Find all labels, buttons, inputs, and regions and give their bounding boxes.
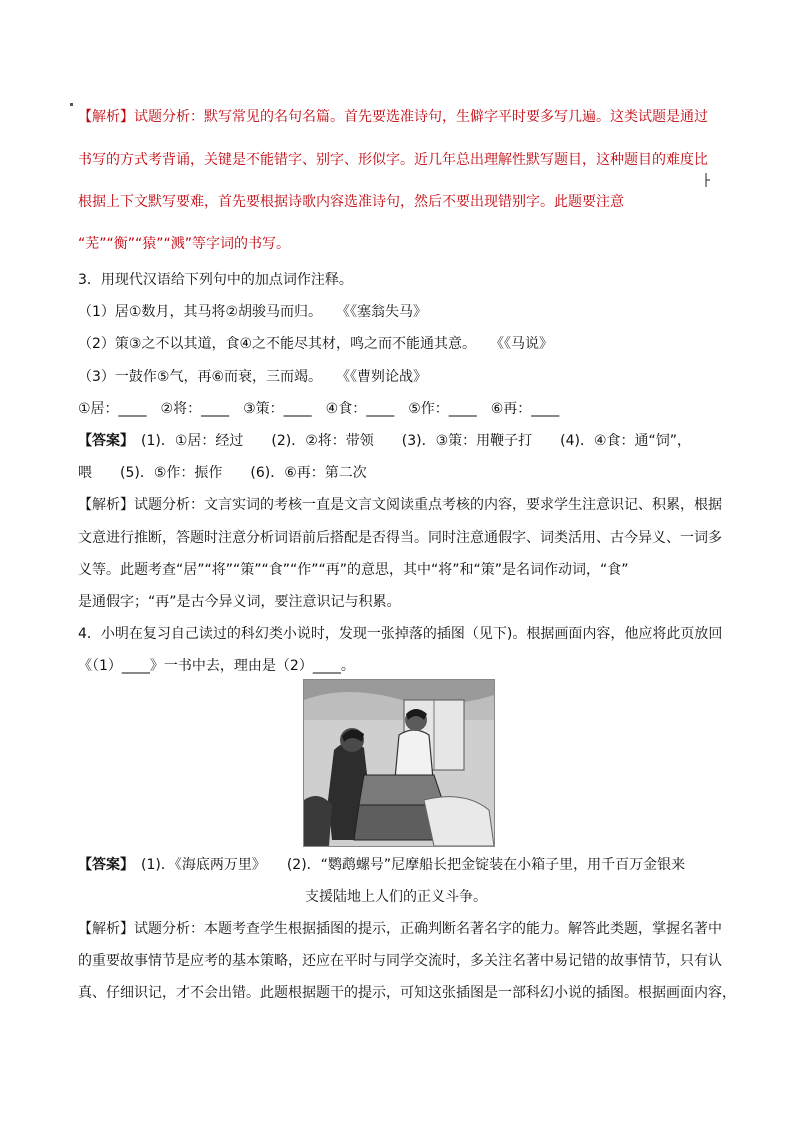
question-4-answer-cont: 支援陆地上人们的正义斗争。 [305, 889, 487, 905]
question-4-analysis-2: 的重要故事情节是应考的基本策略，还应在平时与同学交流时，多关注名著中易记错的故事情节，只有认 [78, 953, 722, 969]
analysis-2-line-3: 根据上下文默写要难，首先要根据诗歌内容选准诗句，然后不要出现错别字。此题要注意 [78, 194, 624, 210]
answer-label: 【答案】 [78, 433, 127, 449]
illustration-image [303, 679, 495, 847]
question-3-answer [78, 431, 718, 451]
question-4-answer [78, 855, 718, 875]
answer-text: (1)．《海底两万里》 (2)．“鹦鹉螺号”尼摩船长把金锭装在小箱子里，用千百万金银来 [127, 857, 686, 873]
stray-mark [70, 103, 73, 106]
question-4-stem-1: 4．小明在复习自己读过的科幻类小说时，发现一张掉落的插图（见下)。根据画面内容，他应将此页放回 [78, 626, 723, 642]
answer-text: (1)．①居：经过 (2)．②将：带领 (3)．③策：用鞭子打 (4)．④食：通“饲”， [127, 433, 692, 449]
analysis-2-line-1: 【解析】试题分析：默写常见的名句名篇。首先要选准诗句，生僻字平时要多写几遍。这类试题是通过 [78, 109, 708, 125]
question-4-analysis-3: 真、仔细识记，才不会出错。此题根据题干的提示，可知这张插图是一部科幻小说的插图。根据画面内容， [78, 985, 736, 1001]
analysis-2-line-2: 书写的方式考背诵，关键是不能错字、别字、形似字。近几年总出理解性默写题目，这种题目的难度比 [78, 152, 708, 168]
question-3-answer-cont: 喂 (5)．⑤作：振作 (6)．⑥再：第二次 [78, 465, 367, 481]
question-3-analysis-4: 是通假字；“再”是古今异义词，要注意识记与积累。 [78, 594, 401, 610]
illustration-figures-icon [304, 680, 494, 846]
question-3-blanks: ①居：____ ②将：____ ③策：____ ④食：____ ⑤作：____ ⑥再：____ [78, 401, 560, 417]
question-3-analysis-1: 【解析】试题分析：文言实词的考核一直是文言文阅读重点考核的内容，要求学生注意识记、积累，根据 [78, 497, 722, 513]
question-3-sentence-2: （2）策③之不以其道，食④之不能尽其材，鸣之而不能通其意。 《《马说》 [78, 336, 554, 352]
question-3-analysis-2: 文意进行推断，答题时注意分析词语前后搭配是否得当。同时注意通假字、词类活用、古今异义、一词多 [78, 530, 722, 546]
question-3-analysis-3: 义等。此题考查“居”“将”“策”“食”“作”“再”的意思，其中“将”和“策”是名词作动词，“食” [78, 562, 629, 578]
question-3-sentence-1: （1）居①数月，其马将②胡骏马而归。 《《塞翁失马》 [78, 304, 428, 320]
question-4-stem-2: 《（1）____》一书中去，理由是（2）____。 [78, 658, 355, 674]
question-3-stem: 3．用现代汉语给下列句中的加点词作注释。 [78, 272, 353, 288]
analysis-2-line-4: “芜”“衡”“猿”“溅”等字词的书写。 [78, 236, 291, 252]
question-3-sentence-3: （3）一鼓作⑤气，再⑥而衰，三而竭。 《《曹刿论战》 [78, 369, 428, 385]
text-cursor-icon [704, 173, 710, 187]
question-4-analysis-1: 【解析】试题分析：本题考查学生根据插图的提示，正确判断名著名字的能力。解答此类题，掌握名著中 [78, 921, 722, 937]
answer-label: 【答案】 [78, 857, 127, 873]
